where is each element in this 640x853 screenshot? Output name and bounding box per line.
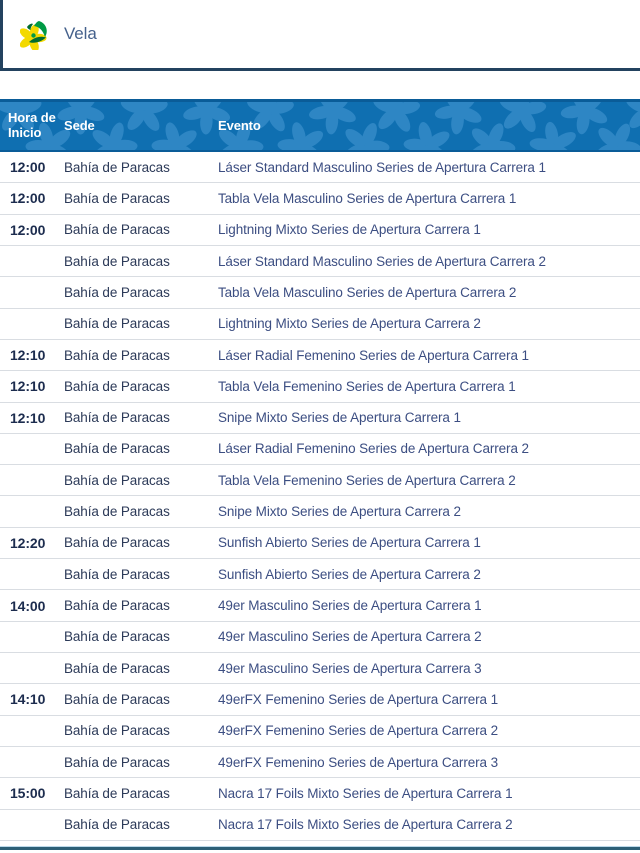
event-time: 12:10 (10, 347, 46, 364)
event-venue: Bahía de Paracas (64, 598, 170, 614)
event-venue: Bahía de Paracas (64, 159, 170, 175)
table-row (0, 434, 640, 465)
event-name: 49er Masculino Series de Apertura Carrera 3 (218, 660, 482, 676)
table-row (0, 653, 640, 684)
event-time: 15:00 (10, 785, 46, 802)
table-row (0, 215, 640, 246)
table-row (0, 371, 640, 402)
event-name: 49erFX Femenino Series de Apertura Carrera 2 (218, 723, 498, 739)
sport-card (0, 0, 640, 71)
event-name: Tabla Vela Femenino Series de Apertura Carrera 1 (218, 378, 516, 394)
event-venue: Bahía de Paracas (64, 441, 170, 457)
event-venue: Bahía de Paracas (64, 222, 170, 238)
event-venue: Bahía de Paracas (64, 504, 170, 520)
event-venue: Bahía de Paracas (64, 472, 170, 488)
table-row (0, 340, 640, 371)
event-time: 12:10 (10, 378, 46, 395)
table-row (0, 810, 640, 841)
bottom-divider-dark (0, 847, 640, 850)
table-row (0, 183, 640, 214)
event-time: 14:00 (10, 597, 46, 614)
event-name: Láser Standard Masculino Series de Apertura Carrera 1 (218, 159, 546, 175)
event-time: 12:20 (10, 534, 46, 551)
event-venue: Bahía de Paracas (64, 691, 170, 707)
event-venue: Bahía de Paracas (64, 378, 170, 394)
event-name: Nacra 17 Foils Mixto Series de Apertura Carrera 2 (218, 817, 513, 833)
event-time: 12:10 (10, 409, 46, 426)
event-name: Snipe Mixto Series de Apertura Carrera 1 (218, 410, 461, 426)
table-row (0, 246, 640, 277)
table-row (0, 716, 640, 747)
event-time: 12:00 (10, 159, 46, 176)
table-row (0, 309, 640, 340)
event-name: 49er Masculino Series de Apertura Carrera 2 (218, 629, 482, 645)
table-row (0, 778, 640, 809)
sailing-icon (20, 18, 52, 50)
event-venue: Bahía de Paracas (64, 660, 170, 676)
column-header-evento: Evento (218, 117, 261, 133)
spacer (0, 71, 640, 99)
event-name: Láser Standard Masculino Series de Apertura Carrera 2 (218, 253, 546, 269)
table-row (0, 559, 640, 590)
event-name: Snipe Mixto Series de Apertura Carrera 2 (218, 504, 461, 520)
event-venue: Bahía de Paracas (64, 316, 170, 332)
table-row (0, 152, 640, 183)
table-row (0, 684, 640, 715)
table-row (0, 277, 640, 308)
table-row (0, 528, 640, 559)
event-time: 14:10 (10, 691, 46, 708)
event-venue: Bahía de Paracas (64, 190, 170, 206)
event-venue: Bahía de Paracas (64, 723, 170, 739)
event-venue: Bahía de Paracas (64, 410, 170, 426)
event-venue: Bahía de Paracas (64, 284, 170, 300)
event-venue: Bahía de Paracas (64, 754, 170, 770)
sport-title: Vela (64, 24, 97, 43)
column-header-hora-de-inicio: Hora de Inicio (8, 110, 56, 140)
table-row (0, 590, 640, 621)
event-name: Tabla Vela Femenino Series de Apertura Carrera 2 (218, 472, 516, 488)
event-name: 49erFX Femenino Series de Apertura Carrera 3 (218, 754, 498, 770)
event-venue: Bahía de Paracas (64, 629, 170, 645)
table-row (0, 496, 640, 527)
table-body (0, 152, 640, 841)
column-header-sede: Sede (64, 117, 95, 133)
event-venue: Bahía de Paracas (64, 566, 170, 582)
event-name: Lightning Mixto Series de Apertura Carrera 2 (218, 316, 481, 332)
event-venue: Bahía de Paracas (64, 817, 170, 833)
event-name: 49er Masculino Series de Apertura Carrera 1 (218, 598, 482, 614)
event-time: 12:00 (10, 221, 46, 238)
event-name: Sunfish Abierto Series de Apertura Carrera 1 (218, 535, 481, 551)
event-time: 12:00 (10, 190, 46, 207)
event-name: Nacra 17 Foils Mixto Series de Apertura Carrera 1 (218, 785, 513, 801)
event-name: Tabla Vela Masculino Series de Apertura Carrera 1 (218, 190, 517, 206)
table-row (0, 403, 640, 434)
event-venue: Bahía de Paracas (64, 347, 170, 363)
table-row (0, 747, 640, 778)
table-row (0, 465, 640, 496)
table-row (0, 622, 640, 653)
event-venue: Bahía de Paracas (64, 785, 170, 801)
event-venue: Bahía de Paracas (64, 535, 170, 551)
event-name: Lightning Mixto Series de Apertura Carrera 1 (218, 222, 481, 238)
event-name: Sunfish Abierto Series de Apertura Carrera 2 (218, 566, 481, 582)
event-name: 49erFX Femenino Series de Apertura Carrera 1 (218, 691, 498, 707)
event-venue: Bahía de Paracas (64, 253, 170, 269)
table-header (0, 99, 640, 152)
event-name: Láser Radial Femenino Series de Apertura Carrera 2 (218, 441, 529, 457)
event-name: Láser Radial Femenino Series de Apertura Carrera 1 (218, 347, 529, 363)
event-name: Tabla Vela Masculino Series de Apertura Carrera 2 (218, 284, 517, 300)
